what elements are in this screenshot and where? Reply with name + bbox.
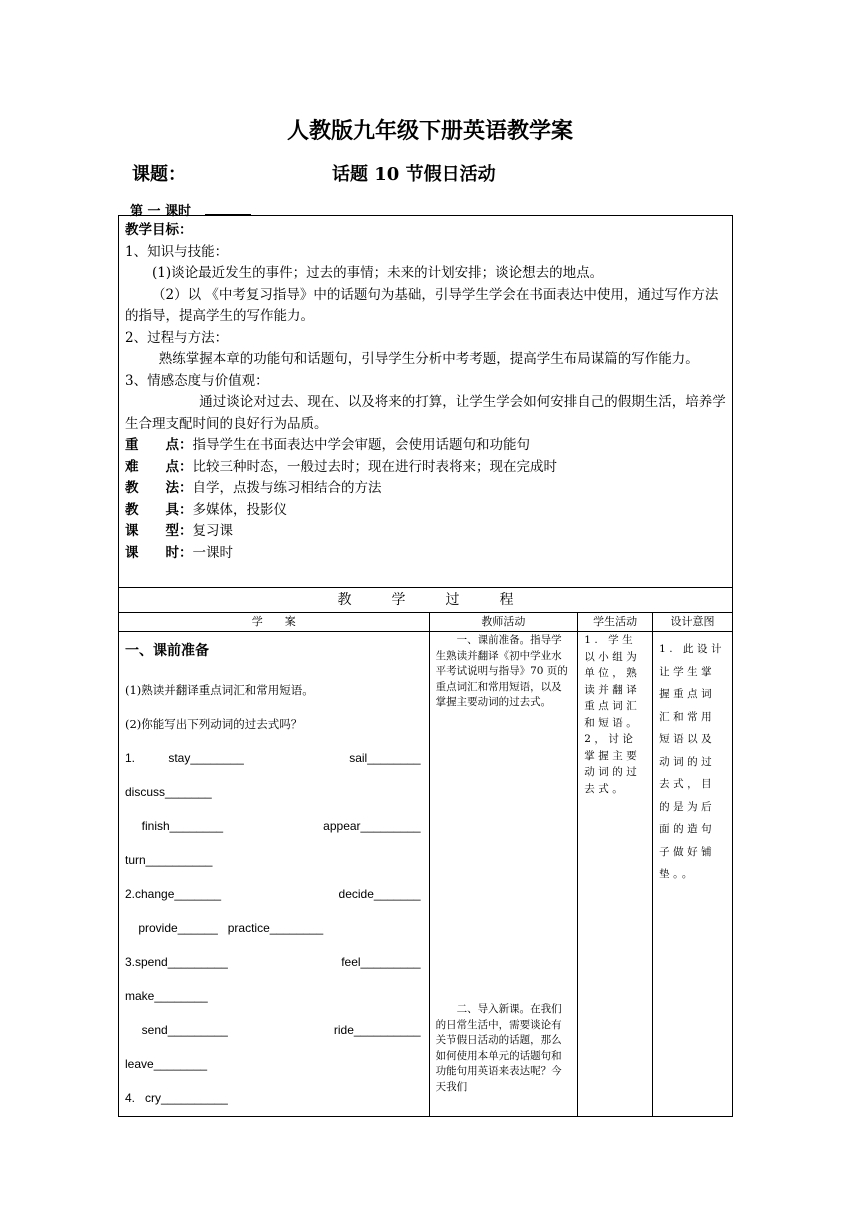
item-value: 比较三种时态，一般过去时；现在进行时表将来；现在完成时 <box>192 458 557 475</box>
column-header-intent: 设计意图 <box>653 613 733 632</box>
verb-blank: 4. cry__________ <box>125 1091 228 1105</box>
item-label: 课 型： <box>125 523 193 539</box>
item-value: 指导学生在书面表达中学会审题，会使用话题句和功能句 <box>192 437 530 453</box>
verb-blank: ride__________ <box>333 1023 421 1037</box>
verb-blank: turn__________ <box>125 853 213 867</box>
item-label: 教 具： <box>125 501 193 518</box>
objective-line: (1)谈论最近发生的事件；过去的事情；未来的计划安排；谈论想去的地点。 <box>152 265 604 281</box>
verb-blank: make________ <box>125 989 208 1003</box>
column-header-student: 学生活动 <box>578 613 653 632</box>
lesson-text: 第 一 课时 <box>130 204 192 219</box>
item-label: 教 法： <box>125 480 193 496</box>
process-char: 过 <box>445 592 460 608</box>
design-intent-cell <box>653 632 733 1117</box>
verb-blank: finish________ <box>125 819 224 833</box>
student-activity-text: 1. 学生以小组为单位，熟读并翻译重点词汇和短语。2，讨论掌握主要动词的过去式。 <box>584 634 641 795</box>
item-value: 多媒体，投影仪 <box>192 501 287 518</box>
plan-heading: 一、课前准备 <box>125 643 209 659</box>
objective-line: 1、知识与技能： <box>125 243 229 260</box>
verb-row <box>125 782 421 816</box>
item-value: 复习课 <box>192 523 233 539</box>
item-value: 自学，点拨与练习相结合的方法 <box>192 480 382 496</box>
objective-item <box>125 543 726 565</box>
student-plan-cell <box>119 632 430 1117</box>
column-header-plan: 学 案 <box>119 613 430 632</box>
document-title: 人教版九年级下册英语教学案 <box>286 118 573 144</box>
objective-item <box>125 478 726 500</box>
process-char: 学 <box>391 592 406 608</box>
item-label: 重 点： <box>125 437 193 453</box>
verb-blank: appear_________ <box>323 819 421 833</box>
lesson-blank <box>205 202 251 215</box>
plan-question: (2)你能写出下列动词的过去式吗？ <box>125 717 303 731</box>
objective-line: 2、过程与方法： <box>125 329 229 346</box>
objective-line: 熟练掌握本章的功能句和话题句，引导学生分析中考考题，提高学生布局谋篇的写作能力。 <box>158 351 699 367</box>
verb-row <box>125 816 421 850</box>
student-activity-cell <box>578 632 653 1117</box>
subject-label: 课题： <box>132 164 186 185</box>
objective-item <box>125 457 726 479</box>
verb-blank: decide_______ <box>338 887 421 901</box>
verb-blank: send_________ <box>125 1023 228 1037</box>
teacher-step-2: 二、导入新课。在我们的日常生活中，需要谈论有关节假日活动的话题，那么如何使用本单元的话题句和功能句用英语来表达呢？今天我们 <box>435 1003 562 1093</box>
item-label: 难 点： <box>125 458 193 475</box>
teacher-step-1: 一、课前准备。指导学生熟读并翻译《初中学业水平考试说明与指导》70 页的重点词汇和常用短语，以及掌握主要动词的过去式。 <box>435 634 568 708</box>
objective-line: 3、情感态度与价值观： <box>125 372 269 389</box>
subject-value: 话题 10 节假日活动 <box>332 164 496 185</box>
verb-blank: feel_________ <box>341 955 421 969</box>
verb-blank: sail________ <box>349 751 421 765</box>
verb-blank: 1. stay________ <box>125 751 244 765</box>
teacher-activity-cell <box>429 632 578 1117</box>
verb-row <box>125 850 421 884</box>
verb-blank: discuss_______ <box>125 785 212 799</box>
verb-row <box>125 884 421 918</box>
verb-row <box>125 748 421 782</box>
verb-row <box>125 1088 421 1108</box>
item-label: 课 时： <box>125 544 193 561</box>
objective-line: （2）以 《中考复习指导》中的话题句为基础，引导学生学会在书面表达中使用，通过写作方法的指导，提高学生的写作能力。 <box>125 286 719 324</box>
process-char: 程 <box>499 592 514 608</box>
process-header <box>119 588 733 613</box>
verb-row <box>125 918 421 952</box>
verb-blank: 3.spend_________ <box>125 955 228 969</box>
item-value: 一课时 <box>192 544 233 561</box>
objective-item <box>125 500 726 522</box>
lesson-plan-table <box>118 215 733 1117</box>
verb-row <box>125 952 421 986</box>
objectives-heading: 教学目标： <box>125 222 193 238</box>
objective-item <box>125 521 726 543</box>
verb-blank: 2.change_______ <box>125 887 222 901</box>
verb-blank: leave________ <box>125 1057 208 1071</box>
verb-row <box>125 1054 421 1088</box>
process-char: 教 <box>337 592 352 608</box>
objectives-cell <box>119 216 733 588</box>
verb-blank: provide______ practice________ <box>125 921 324 935</box>
design-intent-text: 1. 此设计让学生掌握重点词汇和常用短语以及动词的过去式，目的是为后面的造句子做好铺垫。。 <box>659 643 725 880</box>
plan-question: (1)熟读并翻译重点词汇和常用短语。 <box>125 683 314 697</box>
column-header-teacher: 教师活动 <box>429 613 578 632</box>
objective-line: 通过谈论对过去、现在、以及将来的打算，让学生学会如何安排自己的假期生活，培养学生合理支配时间的良好行为品质。 <box>125 394 726 432</box>
objective-item <box>125 435 726 457</box>
verb-row <box>125 1020 421 1054</box>
verb-row <box>125 986 421 1020</box>
